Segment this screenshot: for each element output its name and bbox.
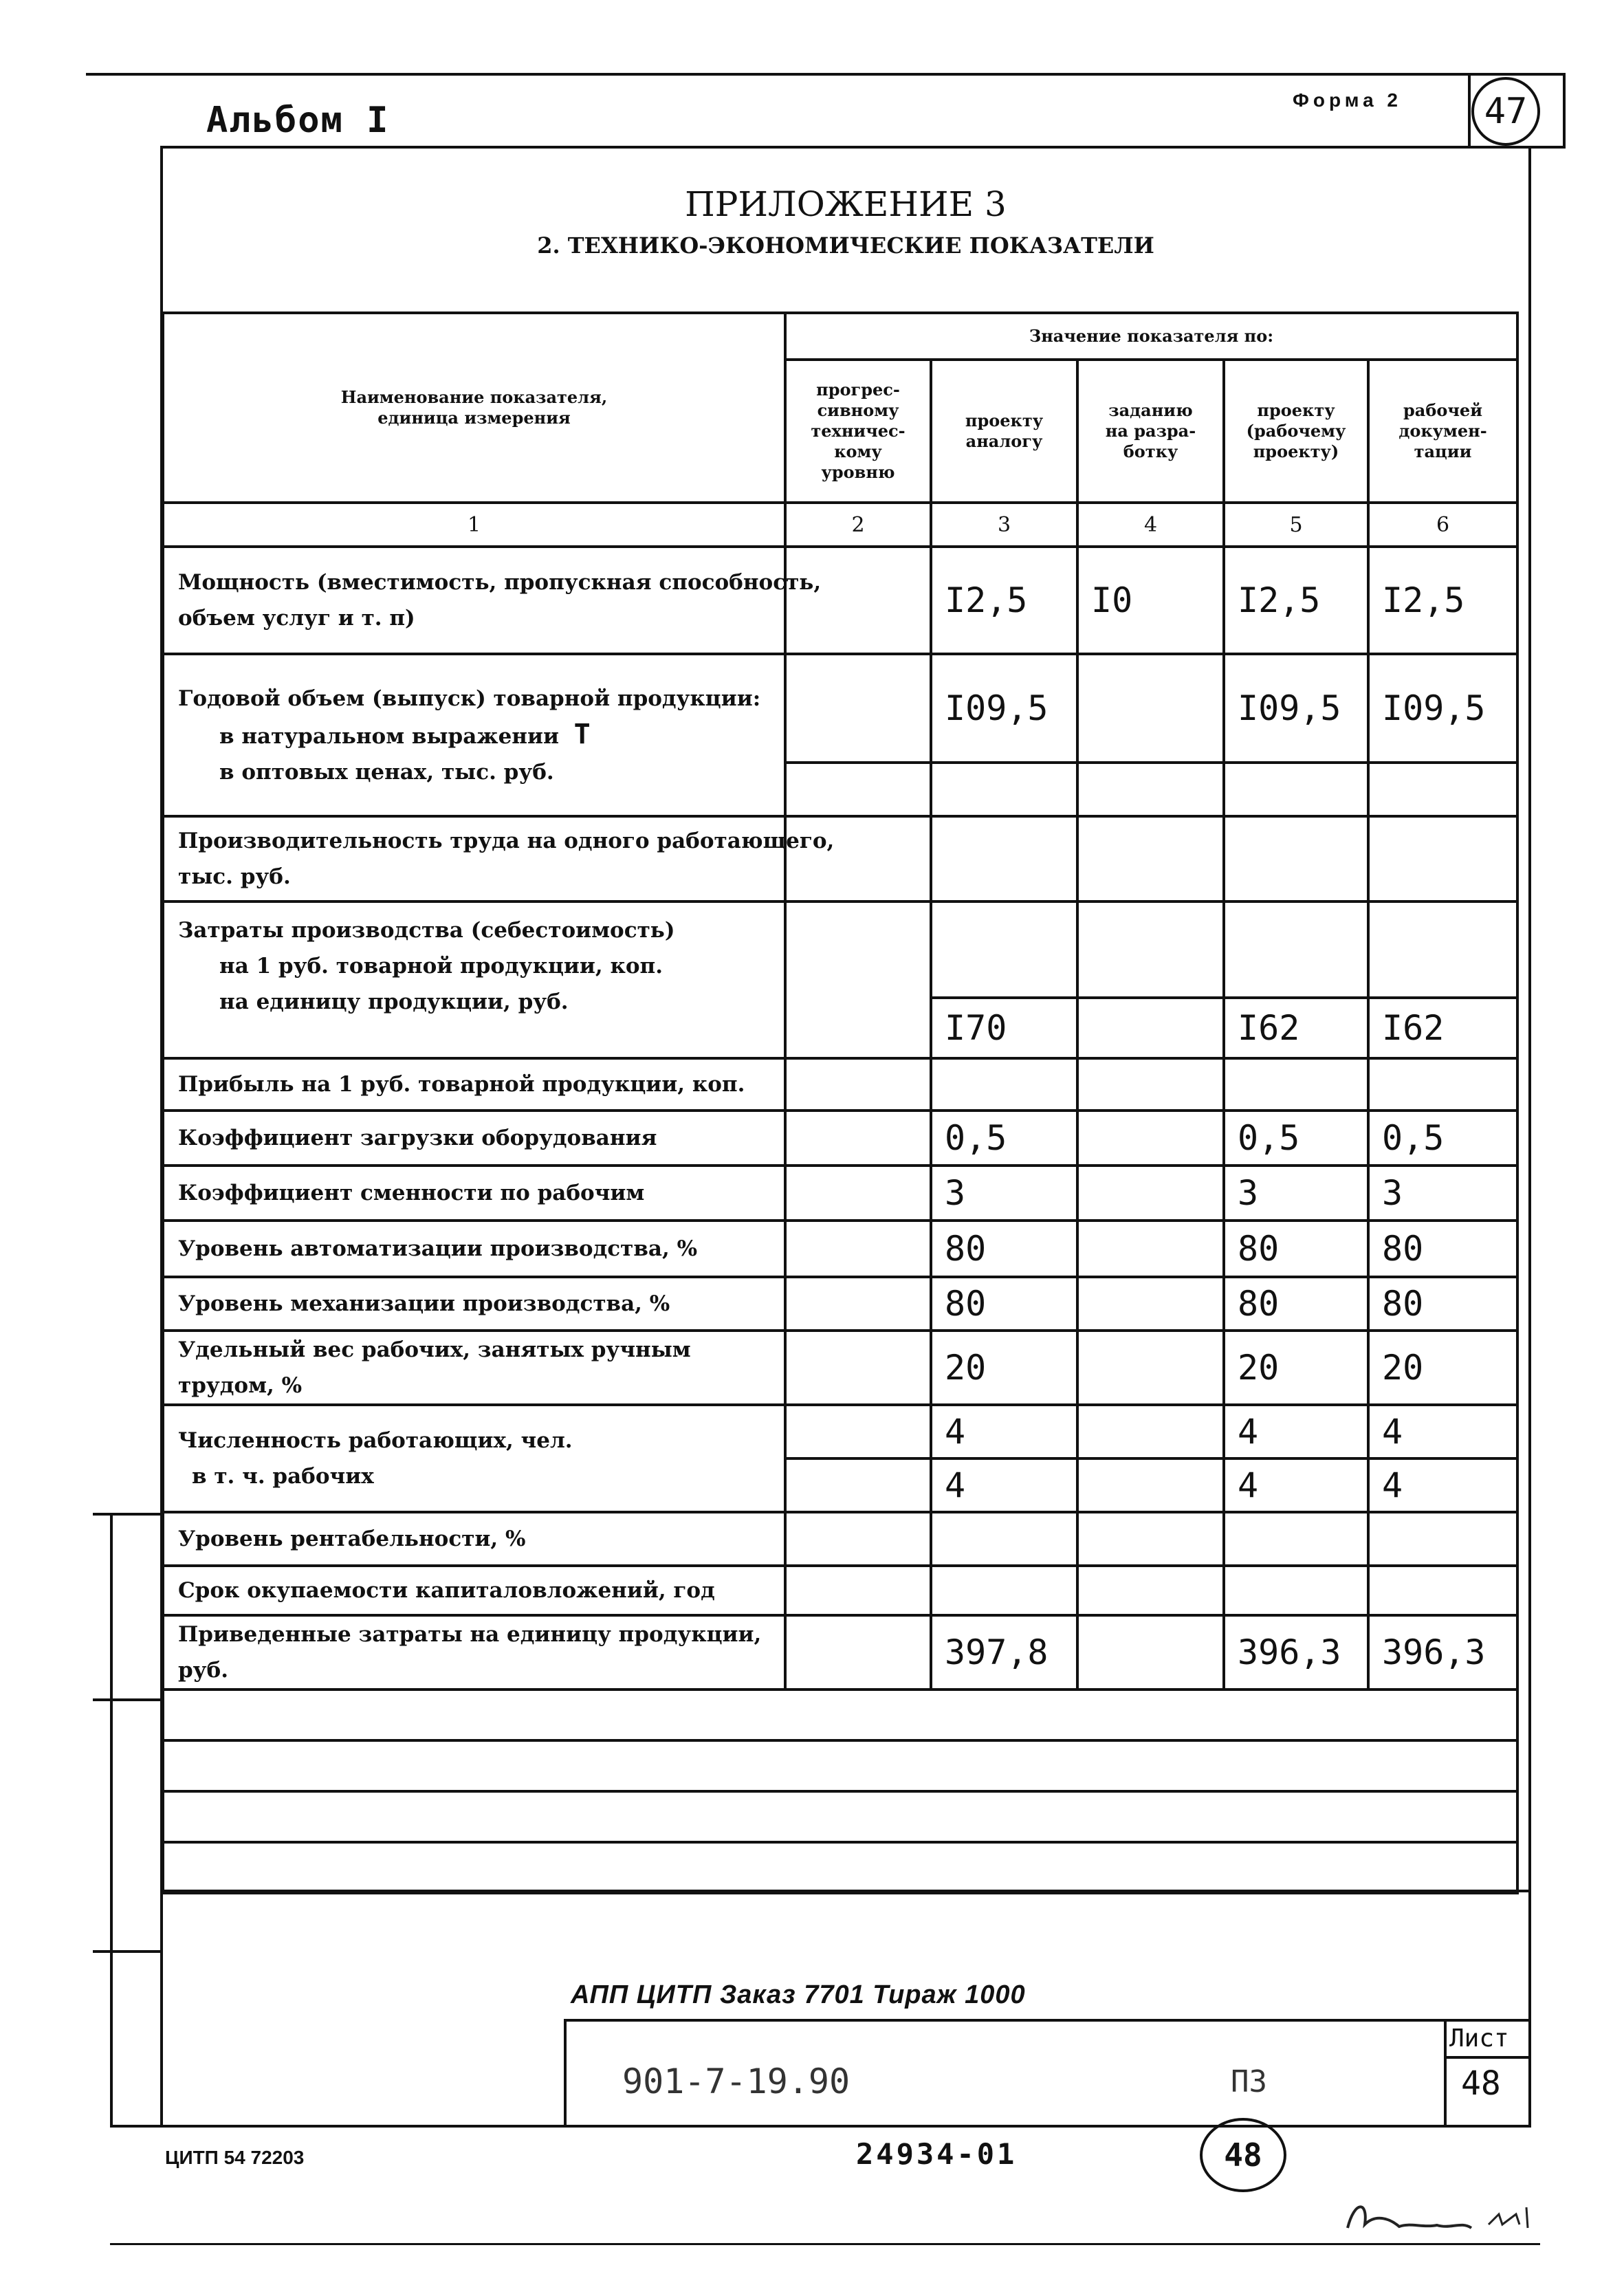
value-cell — [785, 1111, 931, 1166]
value-cell: I09,5 — [1224, 654, 1368, 763]
value-cell — [785, 1458, 931, 1512]
indicators-table — [162, 311, 1519, 1894]
col-number: 3 — [931, 503, 1077, 547]
value-cell — [785, 1277, 931, 1331]
doc-code: 901-7-19.90 — [622, 2062, 851, 2101]
section-subtitle: 2. ТЕХНИКО-ЭКОНОМИЧЕСКИЕ ПОКАЗАТЕЛИ — [537, 232, 1154, 259]
top-rule — [86, 73, 1566, 76]
sheet-box-mid — [1444, 2056, 1531, 2059]
inventory-number: 24934-01 — [856, 2137, 1018, 2171]
value-cell — [1077, 1221, 1224, 1277]
value-cell: 20 — [931, 1331, 1077, 1405]
col-header-analog: проекту аналогу — [931, 360, 1077, 503]
col-header-progressive: прогрес- сивному техничес- кому уровню — [785, 360, 931, 503]
row-label: Приведенные затраты на единицу продукции, руб. — [163, 1615, 785, 1690]
row-label: Коэффициент сменности по рабочим — [163, 1166, 785, 1221]
side-stub-h3 — [93, 1950, 162, 1953]
value-cell: 4 — [1224, 1405, 1368, 1458]
row-shift — [163, 1166, 1517, 1221]
row-profit — [163, 1058, 1517, 1111]
right-rule — [1563, 73, 1566, 147]
sheet-box-left — [1444, 2019, 1447, 2128]
page-circle-number: 47 — [1484, 91, 1528, 132]
row-label: Прибыль на 1 руб. товарной продукции, коп. — [163, 1058, 785, 1111]
row-label: Удельный вес рабочих, занятых ручным трудом, % — [163, 1331, 785, 1405]
value-cell: I2,5 — [1368, 547, 1517, 654]
empty-row — [163, 1740, 1517, 1791]
row-mechanization — [163, 1277, 1517, 1331]
sheet-label: Лист — [1449, 2024, 1509, 2053]
row-label: Срок окупаемости капиталовложений, год — [163, 1566, 785, 1615]
col1-header: Наименование показателя, единица измерения — [163, 313, 785, 503]
empty-row — [163, 1842, 1517, 1893]
value-cell — [785, 998, 931, 1058]
value-cell — [1077, 1405, 1224, 1458]
col-header-task: заданию на разра- ботку — [1077, 360, 1224, 503]
title-block-left — [564, 2019, 567, 2128]
circle-number: 48 — [1224, 2136, 1262, 2174]
row-productivity — [163, 816, 1517, 901]
value-cell: I2,5 — [1224, 547, 1368, 654]
bottom-rule — [110, 2243, 1540, 2245]
value-cell: 397,8 — [931, 1615, 1077, 1690]
row-staff — [163, 1405, 1517, 1458]
value-cell: 20 — [1224, 1331, 1368, 1405]
page-circle — [1471, 77, 1540, 146]
value-cell: 80 — [1224, 1221, 1368, 1277]
value-cell: I2,5 — [931, 547, 1077, 654]
side-stub-h2 — [93, 1698, 162, 1701]
print-code: ЦИТП 54 72203 — [165, 2147, 305, 2168]
col-header-working-docs: рабочей докумен- тации — [1368, 360, 1517, 503]
value-cell — [785, 547, 931, 654]
side-stub-h1 — [93, 1513, 162, 1516]
row-label: Уровень автоматизации производства, % — [163, 1221, 785, 1277]
value-cell — [1077, 1331, 1224, 1405]
print-info: АПП ЦИТП Заказ 7701 Тираж 1000 — [571, 1980, 1026, 2009]
col-number: 4 — [1077, 503, 1224, 547]
value-cell: 80 — [931, 1277, 1077, 1331]
row-automation — [163, 1221, 1517, 1277]
sheet-number: 48 — [1461, 2064, 1501, 2103]
album-label: Альбом I — [206, 100, 390, 141]
value-cell: 3 — [1224, 1166, 1368, 1221]
form-label: Форма 2 — [1293, 89, 1403, 111]
signature — [1334, 2187, 1540, 2242]
row-label: Годовой объем (выпуск) товарной продукции: в натуральном выражении Т в оптовых ценах, тыс. руб. — [163, 654, 785, 816]
value-cell: 0,5 — [1224, 1111, 1368, 1166]
row-label: Затраты производства (себестоимость) на 1 руб. товарной продукции, коп. на единицу продукции, руб. — [163, 901, 785, 1058]
row-label: Производительность труда на одного работающего, тыс. руб. — [163, 816, 785, 901]
value-cell: 4 — [931, 1458, 1077, 1512]
empty-row — [163, 1690, 1517, 1740]
group-header: Значение показателя по: — [785, 313, 1517, 360]
row-label: Мощность (вместимость, пропускная способность, объем услуг и т. п) — [163, 547, 785, 654]
value-cell — [1077, 1166, 1224, 1221]
row-power — [163, 547, 1517, 654]
row-load — [163, 1111, 1517, 1166]
value-cell — [785, 1331, 931, 1405]
col-number: 5 — [1224, 503, 1368, 547]
value-cell — [1077, 998, 1224, 1058]
value-cell: I09,5 — [931, 654, 1077, 763]
value-cell: 20 — [1368, 1331, 1517, 1405]
value-cell: 4 — [931, 1405, 1077, 1458]
top-frame — [160, 146, 1531, 149]
row-annual — [163, 654, 1517, 763]
col-header-project: проекту (рабочему проекту) — [1224, 360, 1368, 503]
side-stub-v1 — [110, 1513, 113, 2128]
value-cell: I70 — [931, 998, 1077, 1058]
row-label: Уровень рентабельности, % — [163, 1512, 785, 1566]
value-cell — [785, 1615, 931, 1690]
value-cell — [1077, 1111, 1224, 1166]
value-cell: I0 — [1077, 547, 1224, 654]
value-cell: 0,5 — [931, 1111, 1077, 1166]
right-frame — [1528, 147, 1531, 2128]
value-cell: 80 — [931, 1221, 1077, 1277]
appendix-title: ПРИЛОЖЕНИЕ 3 — [685, 184, 1007, 224]
title-block-top — [564, 2019, 1531, 2022]
value-cell: 4 — [1224, 1458, 1368, 1512]
header-box-left — [1468, 73, 1471, 147]
bottom-frame — [110, 2125, 1531, 2128]
empty-row — [163, 1791, 1517, 1842]
value-cell: I09,5 — [1368, 654, 1517, 763]
value-cell: 80 — [1368, 1277, 1517, 1331]
row-costs — [163, 901, 1517, 998]
row-profitability — [163, 1512, 1517, 1566]
col-number: 1 — [163, 503, 785, 547]
value-cell: 396,3 — [1368, 1615, 1517, 1690]
value-cell — [785, 1166, 931, 1221]
row-label: Численность работающих, чел. в т. ч. рабочих — [163, 1405, 785, 1512]
circle-number-badge — [1200, 2118, 1286, 2192]
col-number: 2 — [785, 503, 931, 547]
value-cell — [1077, 1277, 1224, 1331]
value-cell — [1077, 654, 1224, 763]
value-cell: 3 — [931, 1166, 1077, 1221]
value-cell: 4 — [1368, 1458, 1517, 1512]
value-cell: 396,3 — [1224, 1615, 1368, 1690]
value-cell — [785, 654, 931, 763]
row-payback — [163, 1566, 1517, 1615]
value-cell — [785, 1221, 931, 1277]
col-number: 6 — [1368, 503, 1517, 547]
row-label: Коэффициент загрузки оборудования — [163, 1111, 785, 1166]
value-cell: I62 — [1224, 998, 1368, 1058]
row-label: Уровень механизации производства, % — [163, 1277, 785, 1331]
section-code: ПЗ — [1231, 2064, 1267, 2099]
value-cell: 80 — [1224, 1277, 1368, 1331]
value-cell: I62 — [1368, 998, 1517, 1058]
value-cell — [1077, 1458, 1224, 1512]
value-cell — [785, 1405, 931, 1458]
value-cell: 4 — [1368, 1405, 1517, 1458]
row-reduced — [163, 1615, 1517, 1690]
value-cell — [1077, 1615, 1224, 1690]
value-cell: 0,5 — [1368, 1111, 1517, 1166]
row-manual — [163, 1331, 1517, 1405]
value-cell: 80 — [1368, 1221, 1517, 1277]
value-cell: 3 — [1368, 1166, 1517, 1221]
